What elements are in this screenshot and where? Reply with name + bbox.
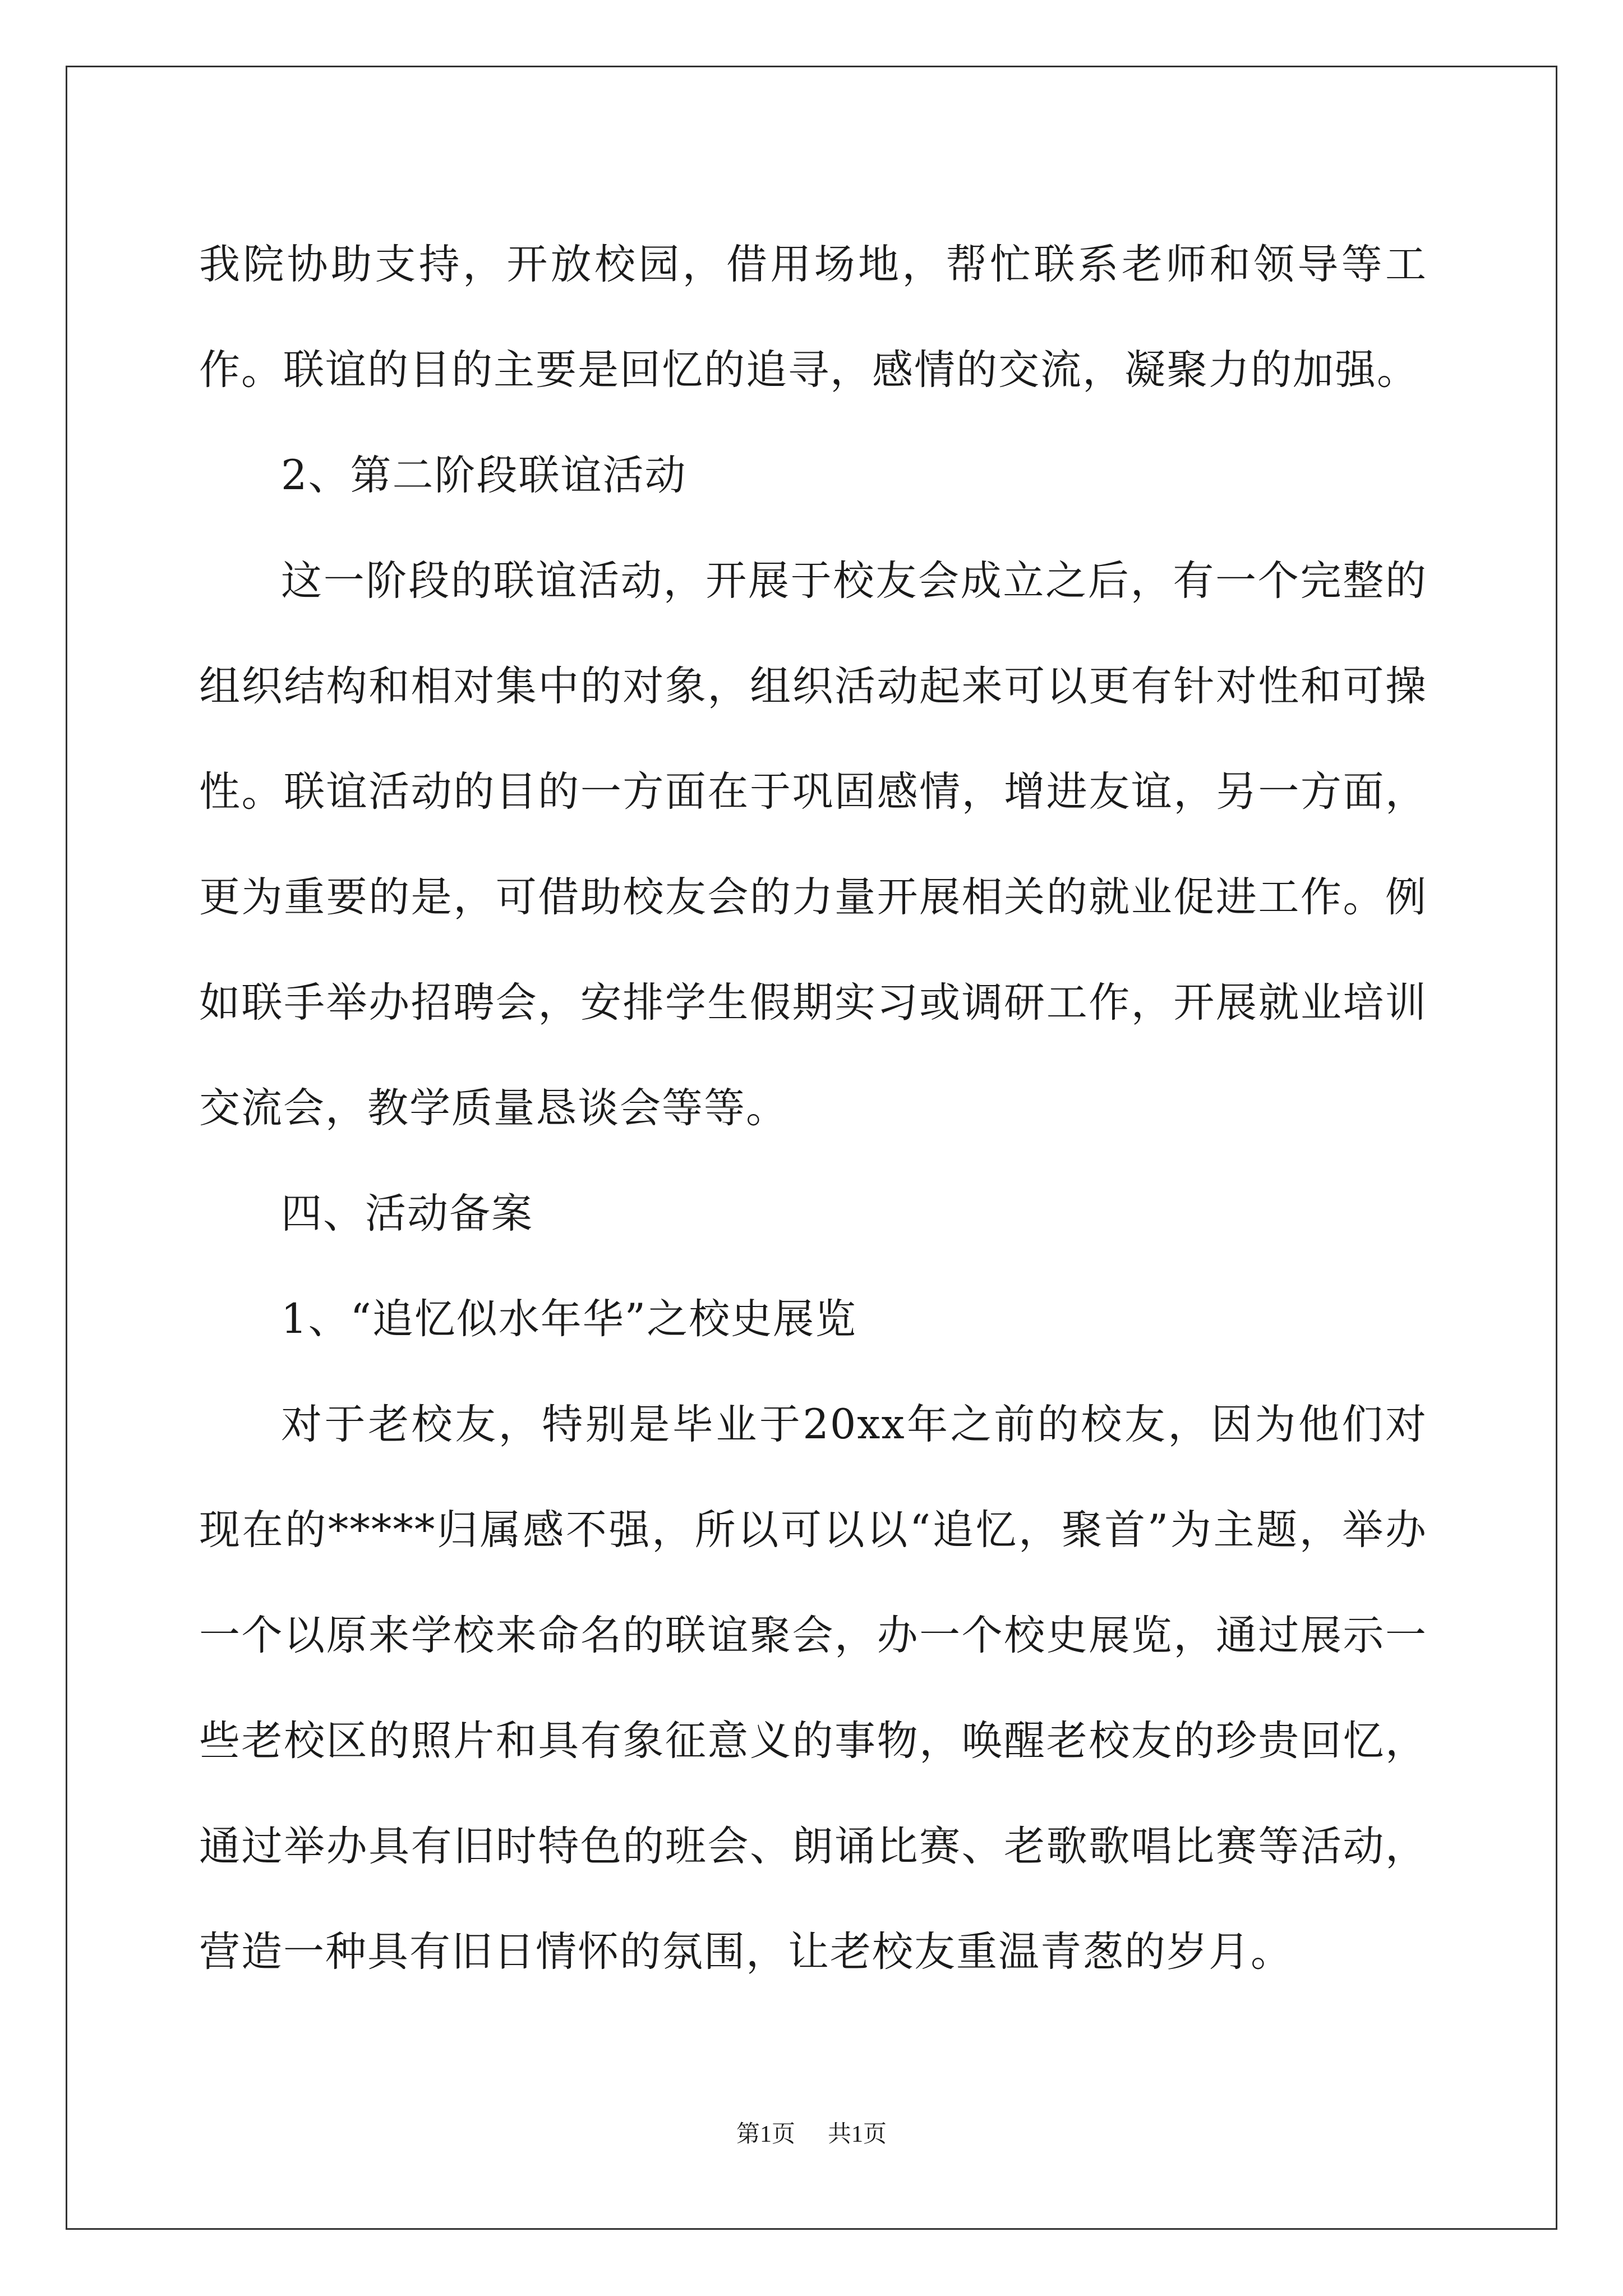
page-number: 第1页 [736, 2122, 795, 2147]
section-heading: 1、“追忆似水年华”之校史展览 [281, 1295, 857, 1343]
section-heading: 四、活动备案 [281, 1190, 533, 1237]
paragraph: 这一阶段的联谊活动，开展于校友会成立之后，有一个完整的组织结构和相对集中的对象，组织活动起来可以更有针对性和可操性。联谊活动的目的一方面在于巩固感情，增进友谊，另一方面，更为重要的是，可借助校友会的力量开展相关的就业促进工作。例如联手举办招聘会，安排学生假期实习或调研工作，开展就业培训交流会，教学质量恳谈会等等。 [199, 557, 1427, 1132]
paragraph: 我院协助支持，开放校园，借用场地，帮忙联系老师和领导等工作。联谊的目的主要是回忆的追寻，感情的交流，凝聚力的加强。 [199, 241, 1427, 394]
document-body [199, 212, 1427, 2005]
section-heading: 2、第二阶段联谊活动 [281, 452, 687, 499]
page-total: 共1页 [828, 2122, 887, 2147]
paragraph: 对于老校友，特别是毕业于20xx年之前的校友，因为他们对现在的*****归属感不强，所以可以以“追忆，聚首”为主题，举办一个以原来学校来命名的联谊聚会，办一个校史展览，通过展示一些老校区的照片和具有象征意义的事物，唤醒老校友的珍贵回忆，通过举办具有旧时特色的班会、朗诵比赛、老歌歌唱比赛等活动，营造一种具有旧日情怀的氛围，让老校友重温青葱的岁月。 [199, 1401, 1427, 1976]
page-footer [0, 2118, 1623, 2151]
